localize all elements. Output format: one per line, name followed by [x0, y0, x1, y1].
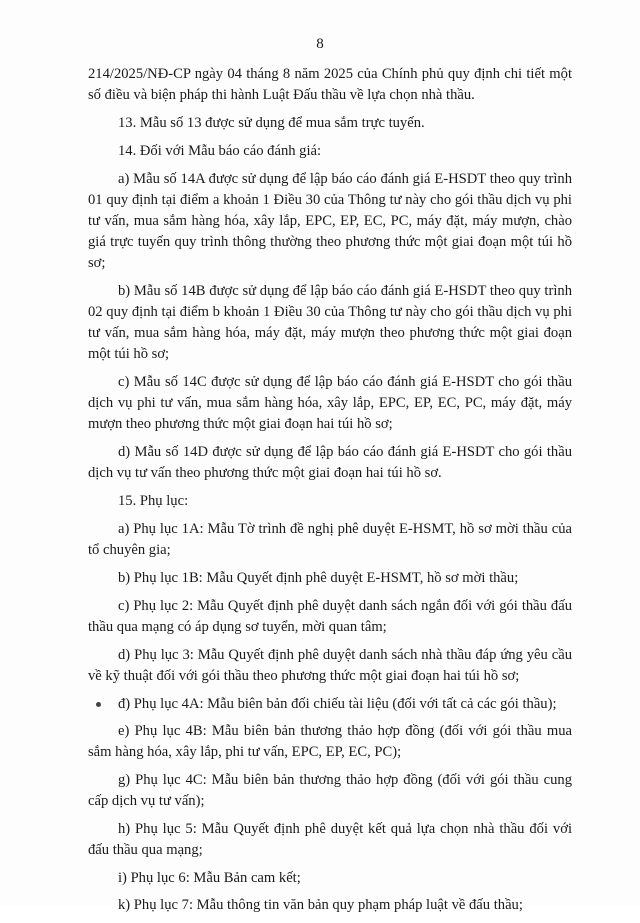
paragraph-appendix-4a: đ) Phụ lục 4A: Mẫu biên bản đối chiếu tài liệu (đối với tất cả các gói thầu); [118, 696, 557, 712]
paragraph-item-14b: b) Mẫu số 14B được sử dụng để lập báo cáo đánh giá E-HSDT theo quy trình 02 quy định tại điểm b khoản 1 Điều 30 của Thông tư này cho gói thầu dịch vụ phi tư vấn, mua sắm hàng hóa, máy đặt, máy mượn theo phương thức một giai đoạn một túi hồ sơ; [88, 283, 572, 362]
paragraph-item-15: 15. Phụ lục: [118, 493, 189, 509]
paragraph-item-14d: d) Mẫu số 14D được sử dụng để lập báo cáo đánh giá E-HSDT cho gói thầu dịch vụ tư vấn theo phương thức một giai đoạn hai túi hồ sơ. [88, 444, 572, 481]
paragraph-item-14a: a) Mẫu số 14A được sử dụng để lập báo cáo đánh giá E-HSDT theo quy trình 01 quy định tại điểm a khoản 1 Điều 30 của Thông tư này cho gói thầu dịch vụ phi tư vấn, mua sắm hàng hóa, xây lắp, EPC, EP, EC, PC, máy đặt, máy mượn, chào giá trực tuyến quy trình thông thường theo phương thức một giai đoạn một túi hồ sơ; [88, 171, 572, 271]
paragraph-item-14c: c) Mẫu số 14C được sử dụng để lập báo cáo đánh giá E-HSDT cho gói thầu dịch vụ phi tư vấn, mua sắm hàng hóa, xây lắp, EPC, EP, EC, PC, máy đặt, máy mượn theo phương thức một giai đoạn hai túi hồ sơ; [88, 374, 572, 432]
paragraph-appendix-6: i) Phụ lục 6: Mẫu Bản cam kết; [118, 870, 301, 886]
paragraph-item-14: 14. Đối với Mẫu báo cáo đánh giá: [118, 143, 322, 159]
paragraph-appendix-4b: e) Phụ lục 4B: Mẫu biên bản thương thảo hợp đồng (đối với gói thầu mua sắm hàng hóa, xây lắp, phi tư vấn, EPC, EP, EC, PC); [88, 723, 572, 760]
paragraph-appendix-4c: g) Phụ lục 4C: Mẫu biên bản thương thảo hợp đồng (đối với gói thầu cung cấp dịch vụ tư vấn); [88, 772, 572, 809]
paragraph-appendix-3: d) Phụ lục 3: Mẫu Quyết định phê duyệt danh sách nhà thầu đáp ứng yêu cầu về kỹ thuật đối với gói thầu theo phương thức một giai đoạn hai túi hồ sơ; [88, 647, 572, 684]
paragraph-appendix-2: c) Phụ lục 2: Mẫu Quyết định phê duyệt danh sách ngắn đối với gói thầu đấu thầu qua mạng có áp dụng sơ tuyển, mời quan tâm; [88, 598, 572, 635]
paragraph-appendix-5: h) Phụ lục 5: Mẫu Quyết định phê duyệt kết quả lựa chọn nhà thầu đối với đấu thầu qua mạng; [88, 821, 572, 858]
document-body [88, 64, 572, 923]
paragraph-appendix-7: k) Phụ lục 7: Mẫu thông tin văn bản quy phạm pháp luật về đấu thầu; [118, 897, 523, 913]
paragraph-appendix-1b: b) Phụ lục 1B: Mẫu Quyết định phê duyệt E-HSMT, hồ sơ mời thầu; [118, 570, 519, 586]
paragraph-item-13: 13. Mẫu số 13 được sử dụng để mua sắm trực tuyến. [118, 115, 425, 131]
paragraph-appendix-1a: a) Phụ lục 1A: Mẫu Tờ trình đề nghị phê duyệt E-HSMT, hồ sơ mời thầu của tổ chuyên gia; [88, 521, 572, 558]
paragraph-decree-reference: 214/2025/NĐ-CP ngày 04 tháng 8 năm 2025 của Chính phủ quy định chi tiết một số điều và biện pháp thi hành Luật Đấu thầu về lựa chọn nhà thầu. [88, 66, 572, 103]
page-number: 8 [316, 36, 324, 52]
margin-dot-mark [96, 702, 101, 707]
